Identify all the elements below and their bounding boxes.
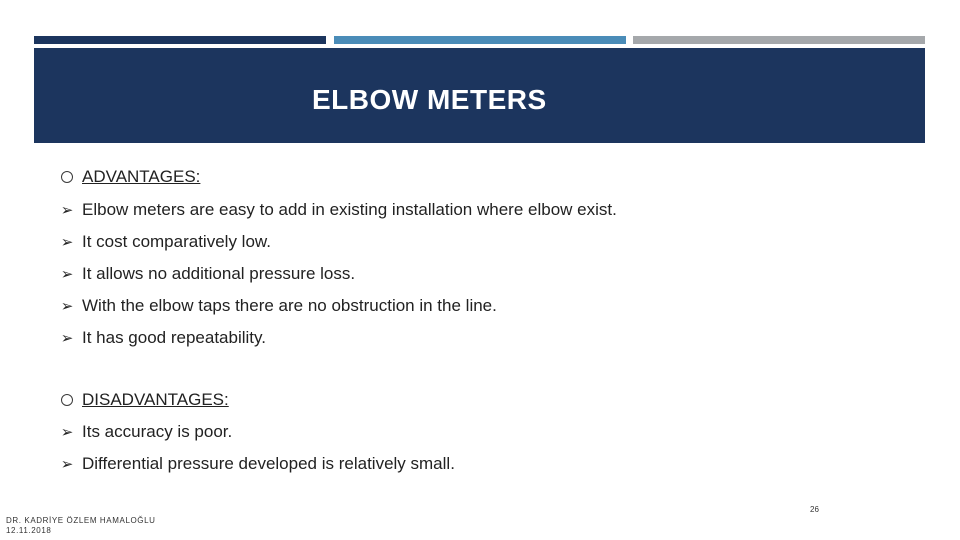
arrow-bullet-icon: ➢ xyxy=(60,201,74,219)
accent-bar-gray xyxy=(633,36,925,44)
section-heading-disadvantages xyxy=(58,389,718,410)
arrow-bullet-icon: ➢ xyxy=(60,423,74,441)
list-item xyxy=(58,453,718,474)
list-item xyxy=(58,263,718,284)
list-item-text: With the elbow taps there are no obstruction in the line. xyxy=(82,296,497,315)
circle-bullet-icon xyxy=(58,168,76,186)
list-item xyxy=(58,199,718,220)
heading-text: DISADVANTAGES: xyxy=(82,390,229,409)
footer-date: 12.11.2018 xyxy=(6,526,52,535)
page-number: 26 xyxy=(810,505,819,514)
heading-text: ADVANTAGES: xyxy=(82,167,201,186)
slide-content xyxy=(58,166,718,474)
footer-author: DR. KADRİYE ÖZLEM HAMALOĞLU xyxy=(6,516,156,525)
list-item xyxy=(58,327,718,348)
list-item xyxy=(58,295,718,316)
list-item-text: It cost comparatively low. xyxy=(82,232,271,251)
list-item-text: It allows no additional pressure loss. xyxy=(82,264,356,283)
list-item xyxy=(58,231,718,252)
arrow-bullet-icon: ➢ xyxy=(60,233,74,251)
circle-bullet-icon xyxy=(58,391,76,409)
accent-bar-blue xyxy=(334,36,626,44)
list-item-text: Elbow meters are easy to add in existing installation where elbow exist. xyxy=(82,200,617,219)
arrow-bullet-icon: ➢ xyxy=(60,329,74,347)
accent-bar-navy xyxy=(34,36,326,44)
arrow-bullet-icon: ➢ xyxy=(60,297,74,315)
list-item-text: Differential pressure developed is relatively small. xyxy=(82,454,455,473)
arrow-bullet-icon: ➢ xyxy=(60,455,74,473)
list-item-text: Its accuracy is poor. xyxy=(82,422,233,441)
arrow-bullet-icon: ➢ xyxy=(60,265,74,283)
section-heading-advantages xyxy=(58,166,718,187)
list-item xyxy=(58,421,718,442)
slide-title: ELBOW METERS xyxy=(312,84,547,115)
list-item-text: It has good repeatability. xyxy=(82,328,266,347)
